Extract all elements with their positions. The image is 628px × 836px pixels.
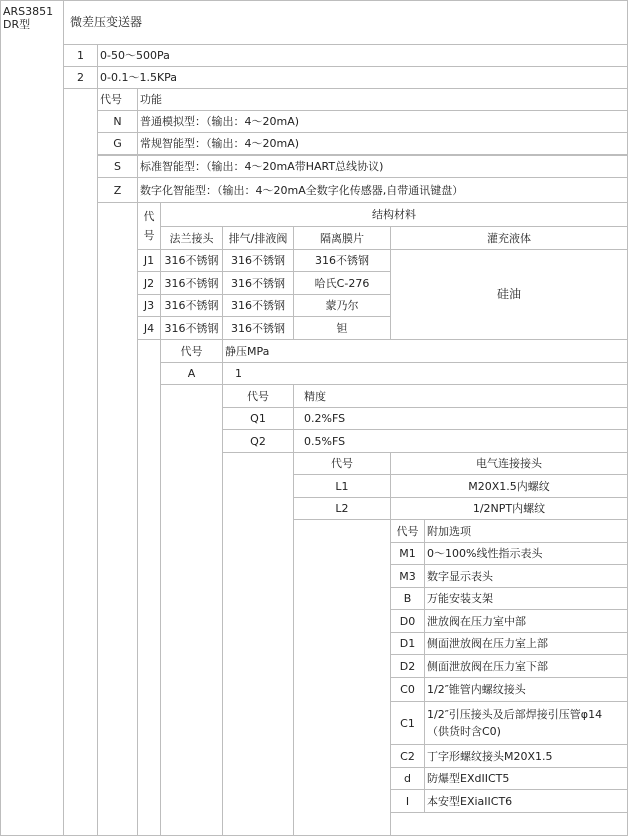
static-code-a: A [160, 362, 223, 385]
material-col-fill: 灌充液体 [390, 226, 628, 250]
material-diaphragm-j2: 哈氏C-276 [293, 271, 391, 295]
function-desc-s: 标准智能型：（输出：4～20mA带HART总线协议) [137, 155, 628, 178]
material-vent-j4: 316不锈钢 [222, 316, 294, 340]
function-code-g: G [97, 132, 138, 155]
static-header: 静压MPa [222, 339, 628, 363]
material-code-header-1: 代 [143, 210, 155, 223]
static-spacer [160, 384, 223, 836]
option-code-b: B [390, 587, 425, 610]
material-flange-j1: 316不锈钢 [160, 249, 223, 272]
option-desc-b: 万能安装支架 [424, 587, 628, 610]
function-desc-g: 常规智能型：（输出：4～20mA) [137, 132, 628, 155]
material-vent-j2: 316不锈钢 [222, 271, 294, 295]
function-desc-n: 普通模拟型：（输出：4～20mA) [137, 110, 628, 133]
connector-code-header: 代号 [293, 452, 391, 475]
option-desc-d: 防爆型EXdIICT5 [424, 767, 628, 790]
option-desc-c1 [424, 701, 628, 745]
connector-spacer [293, 519, 391, 836]
material-flange-j3: 316不锈钢 [160, 294, 223, 317]
material-code-j1: J1 [137, 249, 161, 272]
function-code-z: Z [97, 177, 138, 203]
model-cell [0, 0, 64, 836]
material-col-diaphragm: 隔离膜片 [293, 226, 391, 250]
option-code-d1: D1 [390, 632, 425, 655]
accuracy-desc-q2: 0.5%FS [293, 429, 628, 453]
function-code-n: N [97, 110, 138, 133]
option-code-i: I [390, 789, 425, 813]
option-desc-i: 本安型EXiaIICT6 [424, 789, 628, 813]
static-desc-a: 1 [222, 362, 628, 385]
range-code-2: 2 [63, 66, 98, 89]
range-desc-2: 0-0.1～1.5KPa [97, 66, 628, 89]
material-header: 结构材料 [160, 202, 628, 227]
material-code-header-2: 号 [143, 229, 155, 242]
accuracy-code-q2: Q2 [222, 429, 294, 453]
option-desc-m1: 0～100%线性指示表头 [424, 542, 628, 565]
option-desc-d1: 侧面泄放阀在压力室上部 [424, 632, 628, 655]
accuracy-header: 精度 [293, 384, 628, 408]
material-diaphragm-j4: 钽 [293, 316, 391, 340]
product-title: 微差压变送器 [63, 0, 628, 45]
material-vent-j3: 316不锈钢 [222, 294, 294, 317]
option-desc-c1-line1: 1/2″引压接头及后部焊接引压管φ14 [427, 708, 603, 721]
material-flange-j2: 316不锈钢 [160, 271, 223, 295]
option-desc-d0: 泄放阀在压力室中部 [424, 609, 628, 633]
function-desc-z: 数字化智能型：（输出：4～20mA全数字化传感器,自带通讯键盘） [137, 177, 628, 203]
options-spacer [390, 812, 628, 836]
range-spacer [63, 88, 98, 836]
material-code-j4: J4 [137, 316, 161, 340]
connector-desc-l2: 1/2NPT内螺纹 [390, 497, 628, 520]
material-diaphragm-j3: 蒙乃尔 [293, 294, 391, 317]
option-code-c2: C2 [390, 744, 425, 768]
accuracy-desc-q1: 0.2%FS [293, 407, 628, 430]
option-desc-m3: 数字显示表头 [424, 564, 628, 588]
connector-desc-l1: M20X1.5内螺纹 [390, 474, 628, 498]
material-vent-j1: 316不锈钢 [222, 249, 294, 272]
function-header: 功能 [137, 88, 628, 111]
static-code-header: 代号 [160, 339, 223, 363]
material-col-vent: 排气/排液阀 [222, 226, 294, 250]
model-type: DR型 [3, 18, 31, 31]
material-code-j3: J3 [137, 294, 161, 317]
accuracy-code-q1: Q1 [222, 407, 294, 430]
option-code-c1: C1 [390, 701, 425, 745]
option-desc-d2: 侧面泄放阀在压力室下部 [424, 654, 628, 678]
material-diaphragm-j1: 316不锈钢 [293, 249, 391, 272]
material-flange-j4: 316不锈钢 [160, 316, 223, 340]
material-fill-value: 硅油 [390, 249, 628, 340]
material-col-flange: 法兰接头 [160, 226, 223, 250]
material-code-header [137, 202, 161, 250]
option-code-c0: C0 [390, 677, 425, 702]
option-code-d: d [390, 767, 425, 790]
connector-header: 电气连接接头 [390, 452, 628, 475]
range-desc-1: 0-50～500Pa [97, 44, 628, 67]
option-desc-c2: 丁字形螺纹接头M20X1.5 [424, 744, 628, 768]
accuracy-code-header: 代号 [222, 384, 294, 408]
function-spacer [97, 202, 138, 836]
function-code-s: S [97, 155, 138, 178]
option-code-m3: M3 [390, 564, 425, 588]
option-desc-c0: 1/2″锥管内螺纹接头 [424, 677, 628, 702]
function-code-header: 代号 [97, 88, 138, 111]
option-code-d2: D2 [390, 654, 425, 678]
option-code-d0: D0 [390, 609, 425, 633]
accuracy-spacer [222, 452, 294, 836]
material-code-j2: J2 [137, 271, 161, 295]
range-code-1: 1 [63, 44, 98, 67]
option-desc-c1-line2: （供货时含C0) [427, 725, 501, 738]
option-code-m1: M1 [390, 542, 425, 565]
model-code: ARS3851 [3, 5, 54, 18]
connector-code-l2: L2 [293, 497, 391, 520]
material-spacer [137, 339, 161, 836]
options-code-header: 代号 [390, 519, 425, 543]
connector-code-l1: L1 [293, 474, 391, 498]
options-header: 附加选项 [424, 519, 628, 543]
